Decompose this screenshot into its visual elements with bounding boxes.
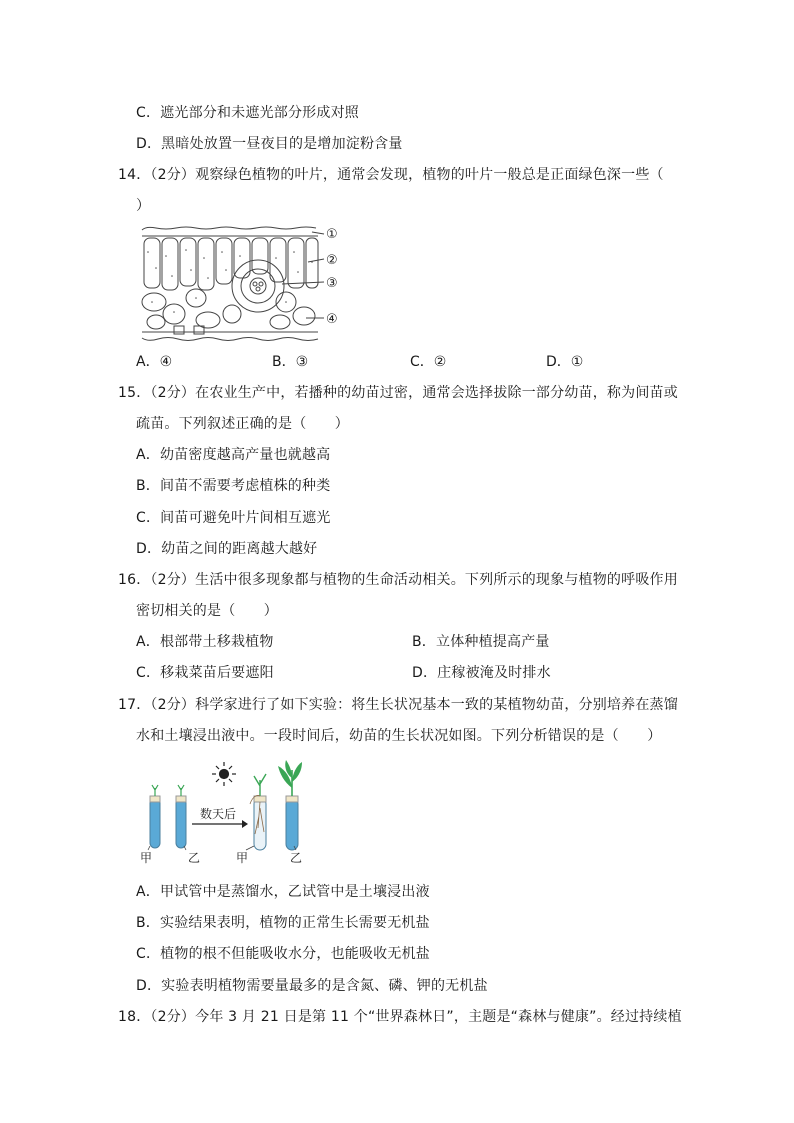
- tube-label-jia-2: 甲: [236, 851, 249, 865]
- q15-stem: 15．（2分）在农业生产中，若播种的幼苗过密，通常会选择拔除一部分幼苗，称为间苗或: [118, 385, 678, 401]
- leaf-cross-section-figure: [136, 222, 351, 346]
- q16-option-c: C．移栽菜苗后要遮阳: [136, 665, 274, 681]
- arrow-label: 数天后: [200, 807, 237, 821]
- q13-option-c: C．遮光部分和未遮光部分形成对照: [136, 105, 359, 121]
- q16-option-d: D．庄稼被淹及时排水: [412, 665, 551, 681]
- sun-icon: [212, 762, 236, 786]
- q17-option-c: C．植物的根不但能吸收水分，也能吸收无机盐: [136, 946, 430, 962]
- q18-stem: 18．（2分）今年 3 月 21 日是第 11 个“世界森林日”，主题是“森林与健康”。经过持续植: [118, 1009, 682, 1025]
- q17-option-a: A．甲试管中是蒸馏水，乙试管中是土壤浸出液: [136, 884, 430, 900]
- q16-option-a: A．根部带土移栽植物: [136, 634, 274, 650]
- q17-option-d: D．实验表明植物需要量最多的是含氮、磷、钾的无机盐: [136, 978, 488, 994]
- q14-option-c: C．②: [410, 354, 447, 370]
- figure-label-1: ①: [326, 227, 338, 242]
- q15-option-b: B．间苗不需要考虑植株的种类: [136, 478, 331, 494]
- q14-option-a: A．④: [136, 354, 173, 370]
- q15-stem-cont: 疏苗。下列叙述正确的是（ ）: [136, 416, 349, 432]
- q15-option-d: D．幼苗之间的距离越大越好: [136, 541, 318, 557]
- figure-label-4: ④: [326, 312, 338, 327]
- q17-option-b: B．实验结果表明，植物的正常生长需要无机盐: [136, 915, 430, 931]
- q14-option-d: D．①: [546, 354, 584, 370]
- vein: [232, 260, 284, 312]
- palisade-layer: [144, 238, 318, 290]
- spongy-layer: [142, 289, 315, 329]
- tube-label-yi-1: 乙: [188, 851, 201, 865]
- q16-stem-cont: 密切相关的是（ ）: [136, 603, 278, 619]
- test-tube-experiment-figure: [136, 758, 312, 866]
- q13-option-d: D．黑暗处放置一昼夜目的是增加淀粉含量: [136, 136, 403, 152]
- q16-stem: 16．（2分）生活中很多现象都与植物的生命活动相关。下列所示的现象与植物的呼吸作用: [118, 572, 678, 588]
- tube-jia-before: [150, 785, 160, 848]
- q14-stem-cont: ）: [136, 198, 151, 214]
- q17-stem: 17．（2分）科学家进行了如下实验：将生长状况基本一致的某植物幼苗，分别培养在蒸馏: [118, 697, 678, 713]
- tube-yi-after: [278, 760, 302, 850]
- tube-yi-before: [176, 785, 186, 848]
- figure-label-3: ③: [326, 276, 338, 291]
- q14-option-b: B．③: [272, 354, 309, 370]
- q17-stem-cont: 水和土壤浸出液中。一段时间后，幼苗的生长状况如图。下列分析错误的是（ ）: [136, 728, 662, 744]
- tube-jia-after: [250, 774, 266, 850]
- q16-option-b: B．立体种植提高产量: [412, 634, 550, 650]
- tube-label-yi-2: 乙: [290, 851, 303, 865]
- q14-stem: 14．（2分）观察绿色植物的叶片，通常会发现，植物的叶片一般总是正面绿色深一些（: [118, 167, 664, 183]
- q15-option-a: A．幼苗密度越高产量也就越高: [136, 447, 331, 463]
- q15-option-c: C．间苗可避免叶片间相互遮光: [136, 510, 331, 526]
- figure-label-2: ②: [326, 253, 338, 268]
- tube-label-jia-1: 甲: [140, 851, 153, 865]
